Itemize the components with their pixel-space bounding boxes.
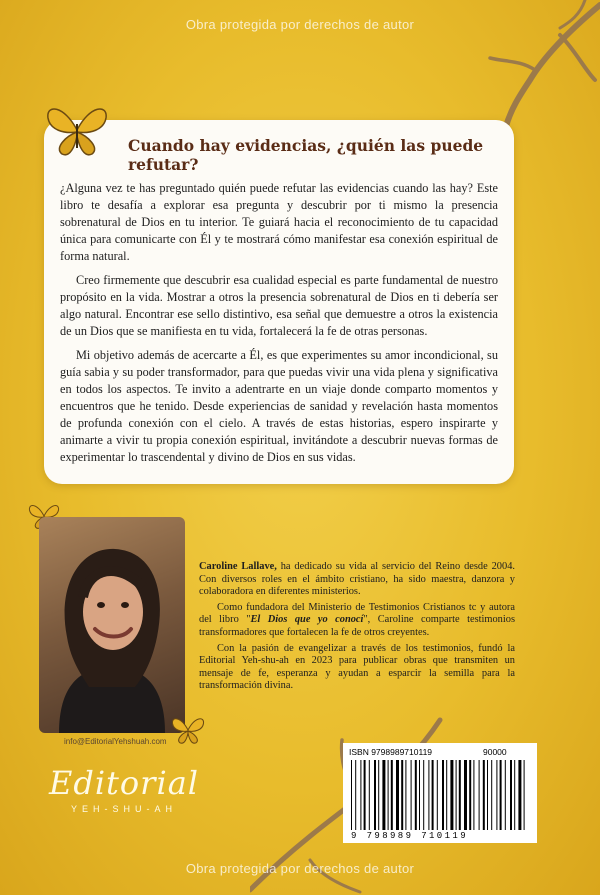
copyright-watermark-top: Obra protegida por derechos de autor	[185, 17, 415, 32]
butterfly-photo-corner-icon	[170, 714, 206, 746]
branch-top-right-decoration	[410, 0, 600, 130]
publisher-logo-sub: YEH-SHU-AH	[70, 804, 177, 814]
author-portrait-illustration	[39, 517, 185, 733]
price-code-label: 90000	[483, 747, 507, 757]
synopsis-title: Cuando hay evidencias, ¿quién las puede refutar?	[128, 136, 484, 174]
author-photo	[39, 517, 185, 733]
bio-paragraph-1	[199, 561, 515, 599]
butterfly-icon	[44, 100, 110, 160]
synopsis-card	[44, 120, 514, 484]
publisher-logo	[44, 764, 204, 814]
bio-paragraph-3: Con la pasión de evangelizar a través de los testimonios, fundó la Editorial Yeh-shu-ah en 2023 para publicar obras que transmiten un mensaje de fe, esperanza y ayudan a esparcir la semilla para la transformación divina.	[199, 642, 515, 692]
synopsis-paragraph-1: ¿Alguna vez te has preguntado quién puede refutar las evidencias cuando las hay? Este libro te desafía a explorar esa pregunta y descubrir por ti mismo la presencia sobrenatural de Dios en tu interior. Te guiará hacia el reconocimiento de tu capacidad única para comunicarte con Él y te mostrará cómo manifestar esa conexión espiritual de forma natural.	[60, 181, 498, 263]
isbn-barcode	[343, 743, 537, 843]
isbn-label: ISBN 9798989710119	[349, 747, 433, 757]
author-name: Caroline Lallave,	[199, 561, 277, 572]
book-title: El Dios que yo conocí	[250, 614, 364, 626]
synopsis-paragraph-2: Creo firmemente que descubrir esa cualidad especial es parte fundamental de nuestro propósito en la vida. Mostrar a otros la presencia sobrenatural de Dios en ti debería ser algo natural. Encontrar ese sello distintivo, esa señal que demuestre a otros la existencia de un Dios que se manifiesta en tu vida, fortalecerá la fe de otras personas.	[60, 273, 498, 338]
synopsis-paragraph-3: Mi objetivo además de acercarte a Él, es que experimentes su amor incondicional, su guía sabia y su poder transformador, para que puedas vivir una vida plena y significativa en todos los aspectos. Te invito a adentrarte en un viaje donde comparto momentos y encuentros que he tenido. Desde experiencias de sanidad y revelación hasta momentos de profunda conexión con el cielo. A través de estas historias, espero inspirarte y animarte a vivir tu propia conexión espiritual, invitándote a descubrir nuevas formas de experimentar lo trascendental y divino de Dios en sus vidas.	[60, 348, 498, 464]
publisher-logo-main: Editorial	[48, 764, 200, 802]
bio-text-1: ha dedicado su vida al servicio del Reino desde 2004. Con diversos roles en el ámbito cristiano, ha sido maestra, danzora y colaboradora en diferentes ministerios.	[199, 561, 515, 598]
bio-text-2b: ", Caroline comparte testimonios transformadores que fortalecen la fe de otros creyentes.	[199, 614, 515, 638]
bio-paragraph-2	[199, 602, 515, 640]
author-email: info@EditorialYehshuah.com	[64, 737, 167, 746]
author-bio	[199, 561, 515, 696]
barcode-bars	[349, 760, 531, 830]
bio-text-2a: Como fundadora del Ministerio de Testimonios Cristianos tc y autora del libro "	[199, 601, 515, 626]
ean-digits: 9 798989 710119	[351, 831, 469, 841]
copyright-watermark-bottom: Obra protegida por derechos de autor	[185, 861, 415, 876]
